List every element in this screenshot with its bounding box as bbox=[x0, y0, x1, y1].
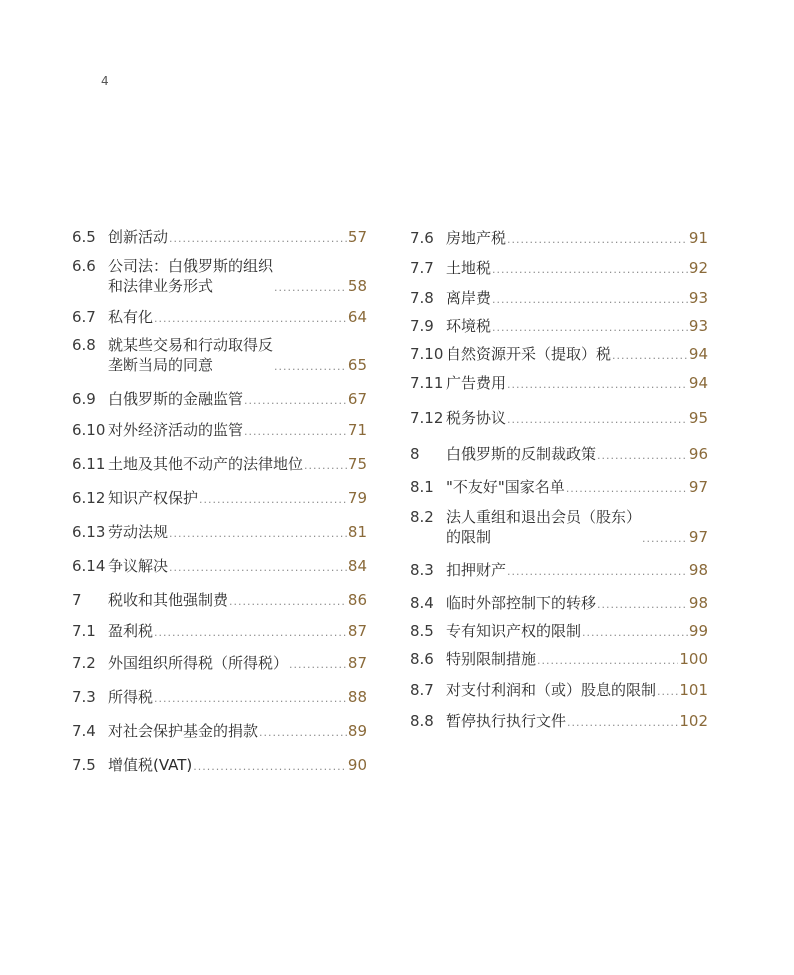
toc-entry-title: 外国组织所得税（所得税） bbox=[108, 654, 289, 672]
toc-entry-number: 8.5 bbox=[410, 622, 434, 640]
toc-entry-page: 75 bbox=[347, 455, 367, 473]
toc-entry-number: 8.3 bbox=[410, 561, 434, 579]
dot-leader bbox=[229, 596, 347, 607]
toc-entry-page: 65 bbox=[347, 356, 367, 374]
toc-entry-title: 争议解决 bbox=[108, 557, 169, 575]
toc-entry-page: 96 bbox=[688, 445, 708, 463]
toc-entry[interactable] bbox=[72, 755, 367, 775]
toc-entry-number: 7.7 bbox=[410, 259, 434, 277]
toc-entry[interactable] bbox=[72, 488, 367, 508]
toc-entry-number: 6.9 bbox=[72, 390, 96, 408]
toc-entry[interactable] bbox=[72, 687, 367, 707]
toc-entry-number: 6.14 bbox=[72, 557, 106, 575]
dot-leader bbox=[259, 727, 347, 738]
toc-entry[interactable] bbox=[410, 316, 708, 336]
toc-entry-title: "不友好"国家名单 bbox=[446, 478, 565, 496]
toc-entry-page: 102 bbox=[679, 712, 708, 730]
toc-entry-title: 私有化 bbox=[108, 308, 154, 326]
toc-entry[interactable] bbox=[72, 721, 367, 741]
dot-leader bbox=[492, 294, 688, 305]
toc-entry-page: 88 bbox=[347, 688, 367, 706]
toc-entry-number: 6.12 bbox=[72, 489, 106, 507]
dot-leader bbox=[507, 566, 688, 577]
dot-leader bbox=[507, 414, 688, 425]
toc-entry[interactable] bbox=[72, 522, 367, 542]
dot-leader bbox=[154, 693, 347, 704]
toc-entry-page: 58 bbox=[347, 277, 367, 295]
toc-entry-title: 所得税 bbox=[108, 688, 154, 706]
toc-entry[interactable] bbox=[410, 344, 708, 364]
dot-leader bbox=[567, 717, 678, 728]
dot-leader bbox=[289, 659, 347, 670]
toc-entry-page: 97 bbox=[688, 478, 708, 496]
toc-entry-page: 57 bbox=[347, 228, 367, 246]
toc-entry[interactable] bbox=[410, 477, 708, 497]
toc-entry-page: 94 bbox=[688, 345, 708, 363]
toc-entry-number: 8 bbox=[410, 445, 420, 463]
toc-entry[interactable] bbox=[72, 335, 367, 375]
toc-entry-title: 扣押财产 bbox=[446, 561, 507, 579]
dot-leader bbox=[597, 599, 688, 610]
toc-entry-title: 自然资源开采（提取）税 bbox=[446, 345, 612, 363]
toc-entry-number: 7.9 bbox=[410, 317, 434, 335]
toc-entry-number: 6.10 bbox=[72, 421, 106, 439]
dot-leader bbox=[492, 322, 688, 333]
toc-entry[interactable] bbox=[72, 653, 367, 673]
toc-entry-page: 94 bbox=[688, 374, 708, 392]
toc-entry[interactable] bbox=[410, 560, 708, 580]
toc-entry-page: 71 bbox=[347, 421, 367, 439]
dot-leader bbox=[304, 460, 347, 471]
toc-entry-number: 6.5 bbox=[72, 228, 96, 246]
toc-entry-page: 90 bbox=[347, 756, 367, 774]
toc-entry-page: 93 bbox=[688, 289, 708, 307]
toc-entry-title: 税收和其他强制费 bbox=[108, 591, 229, 609]
toc-entry-page: 100 bbox=[679, 650, 708, 668]
toc-entry-number: 8.8 bbox=[410, 712, 434, 730]
toc-entry-page: 84 bbox=[347, 557, 367, 575]
toc-entry-title: 白俄罗斯的金融监管 bbox=[108, 390, 244, 408]
toc-entry-title: 白俄罗斯的反制裁政策 bbox=[446, 445, 597, 463]
toc-entry[interactable] bbox=[410, 507, 708, 547]
toc-entry-page: 87 bbox=[347, 622, 367, 640]
toc-entry[interactable] bbox=[410, 408, 708, 428]
toc-entry[interactable] bbox=[72, 454, 367, 474]
toc-entry-number: 6.13 bbox=[72, 523, 106, 541]
toc-entry[interactable] bbox=[410, 680, 708, 700]
toc-entry[interactable] bbox=[410, 228, 708, 248]
dot-leader bbox=[597, 450, 688, 461]
toc-entry-page: 87 bbox=[347, 654, 367, 672]
toc-entry-page: 98 bbox=[688, 561, 708, 579]
toc-entry-number: 8.7 bbox=[410, 681, 434, 699]
toc-entry-title: 创新活动 bbox=[108, 228, 169, 246]
dot-leader bbox=[492, 264, 688, 275]
toc-entry-title: 房地产税 bbox=[446, 229, 507, 247]
dot-leader bbox=[657, 686, 678, 697]
toc-entry-page: 92 bbox=[688, 259, 708, 277]
toc-entry-number: 7.10 bbox=[410, 345, 444, 363]
toc-entry[interactable] bbox=[72, 556, 367, 576]
toc-entry-page: 95 bbox=[688, 409, 708, 427]
dot-leader bbox=[169, 528, 347, 539]
toc-entry-number: 6.11 bbox=[72, 455, 106, 473]
toc-entry[interactable] bbox=[410, 288, 708, 308]
toc-entry[interactable] bbox=[410, 621, 708, 641]
dot-leader bbox=[642, 533, 688, 544]
toc-entry-number: 7 bbox=[72, 591, 82, 609]
toc-entry[interactable] bbox=[410, 711, 708, 731]
toc-entry-title: 税务协议 bbox=[446, 409, 507, 427]
toc-entry[interactable] bbox=[410, 373, 708, 393]
dot-leader bbox=[507, 234, 688, 245]
toc-entry-page: 67 bbox=[347, 390, 367, 408]
toc-entry[interactable] bbox=[72, 590, 367, 610]
toc-entry-page: 101 bbox=[679, 681, 708, 699]
toc-entry-title-continued: 和法律业务形式 bbox=[108, 277, 214, 295]
dot-leader bbox=[566, 483, 688, 494]
toc-entry-number: 6.8 bbox=[72, 336, 96, 354]
toc-entry[interactable] bbox=[72, 420, 367, 440]
toc-entry-title: 广告费用 bbox=[446, 374, 507, 392]
toc-entry-number: 7.3 bbox=[72, 688, 96, 706]
dot-leader bbox=[193, 761, 347, 772]
dot-leader bbox=[274, 282, 347, 293]
page-number: 4 bbox=[101, 74, 109, 88]
toc-entry-title: 环境税 bbox=[446, 317, 492, 335]
toc-entry-title: 特别限制措施 bbox=[446, 650, 537, 668]
toc-entry-page: 79 bbox=[347, 489, 367, 507]
toc-entry-number: 6.7 bbox=[72, 308, 96, 326]
toc-entry-title: 对社会保护基金的捐款 bbox=[108, 722, 259, 740]
toc-entry-page: 97 bbox=[688, 528, 708, 546]
toc-entry-number: 8.1 bbox=[410, 478, 434, 496]
toc-entry-page: 86 bbox=[347, 591, 367, 609]
dot-leader bbox=[169, 233, 347, 244]
toc-entry-title: 盈利税 bbox=[108, 622, 154, 640]
dot-leader bbox=[612, 350, 688, 361]
toc-entry[interactable] bbox=[72, 227, 367, 247]
toc-entry-page: 64 bbox=[347, 308, 367, 326]
dot-leader bbox=[244, 395, 347, 406]
toc-entry[interactable] bbox=[72, 389, 367, 409]
toc-entry-page: 91 bbox=[688, 229, 708, 247]
toc-entry-title: 离岸费 bbox=[446, 289, 492, 307]
toc-entry-number: 7.1 bbox=[72, 622, 96, 640]
toc-entry-title: 就某些交易和行动取得反 bbox=[108, 336, 274, 354]
toc-entry-title-continued: 垄断当局的同意 bbox=[108, 356, 214, 374]
toc-entry-number: 7.11 bbox=[410, 374, 444, 392]
toc-entry-title: 暂停执行执行文件 bbox=[446, 712, 567, 730]
toc-entry-title-continued: 的限制 bbox=[446, 528, 492, 546]
dot-leader bbox=[244, 426, 347, 437]
toc-entry-page: 93 bbox=[688, 317, 708, 335]
toc-entry-title: 专有知识产权的限制 bbox=[446, 622, 582, 640]
toc-entry-number: 7.4 bbox=[72, 722, 96, 740]
toc-entry[interactable] bbox=[72, 256, 367, 296]
toc-entry[interactable] bbox=[410, 649, 708, 669]
toc-entry-number: 8.4 bbox=[410, 594, 434, 612]
toc-entry-page: 89 bbox=[347, 722, 367, 740]
toc-entry[interactable] bbox=[72, 621, 367, 641]
dot-leader bbox=[169, 562, 347, 573]
toc-entry[interactable] bbox=[410, 593, 708, 613]
toc-entry-number: 7.5 bbox=[72, 756, 96, 774]
dot-leader bbox=[154, 627, 347, 638]
toc-entry[interactable] bbox=[410, 444, 708, 464]
toc-entry-title: 法人重组和退出会员（股东） bbox=[446, 508, 642, 526]
toc-entry[interactable] bbox=[72, 307, 367, 327]
toc-entry-title: 对支付利润和（或）股息的限制 bbox=[446, 681, 657, 699]
toc-entry-title: 知识产权保护 bbox=[108, 489, 199, 507]
toc-entry-number: 8.2 bbox=[410, 508, 434, 526]
toc-entry-number: 8.6 bbox=[410, 650, 434, 668]
toc-entry-number: 7.8 bbox=[410, 289, 434, 307]
toc-entry-number: 7.6 bbox=[410, 229, 434, 247]
toc-entry[interactable] bbox=[410, 258, 708, 278]
dot-leader bbox=[537, 655, 678, 666]
dot-leader bbox=[274, 361, 347, 372]
toc-entry-title: 劳动法规 bbox=[108, 523, 169, 541]
dot-leader bbox=[154, 313, 347, 324]
toc-entry-title: 公司法：白俄罗斯的组织 bbox=[108, 257, 274, 275]
toc-entry-page: 81 bbox=[347, 523, 367, 541]
toc-entry-title: 临时外部控制下的转移 bbox=[446, 594, 597, 612]
toc-entry-number: 6.6 bbox=[72, 257, 96, 275]
toc-entry-page: 99 bbox=[688, 622, 708, 640]
toc-entry-page: 98 bbox=[688, 594, 708, 612]
toc-entry-title: 土地税 bbox=[446, 259, 492, 277]
toc-entry-number: 7.12 bbox=[410, 409, 444, 427]
toc-entry-number: 7.2 bbox=[72, 654, 96, 672]
toc-entry-title: 增值税(VAT) bbox=[108, 756, 193, 774]
toc-entry-title: 土地及其他不动产的法律地位 bbox=[108, 455, 304, 473]
toc-entry-title: 对外经济活动的监管 bbox=[108, 421, 244, 439]
dot-leader bbox=[199, 494, 347, 505]
dot-leader bbox=[507, 379, 688, 390]
dot-leader bbox=[582, 627, 688, 638]
